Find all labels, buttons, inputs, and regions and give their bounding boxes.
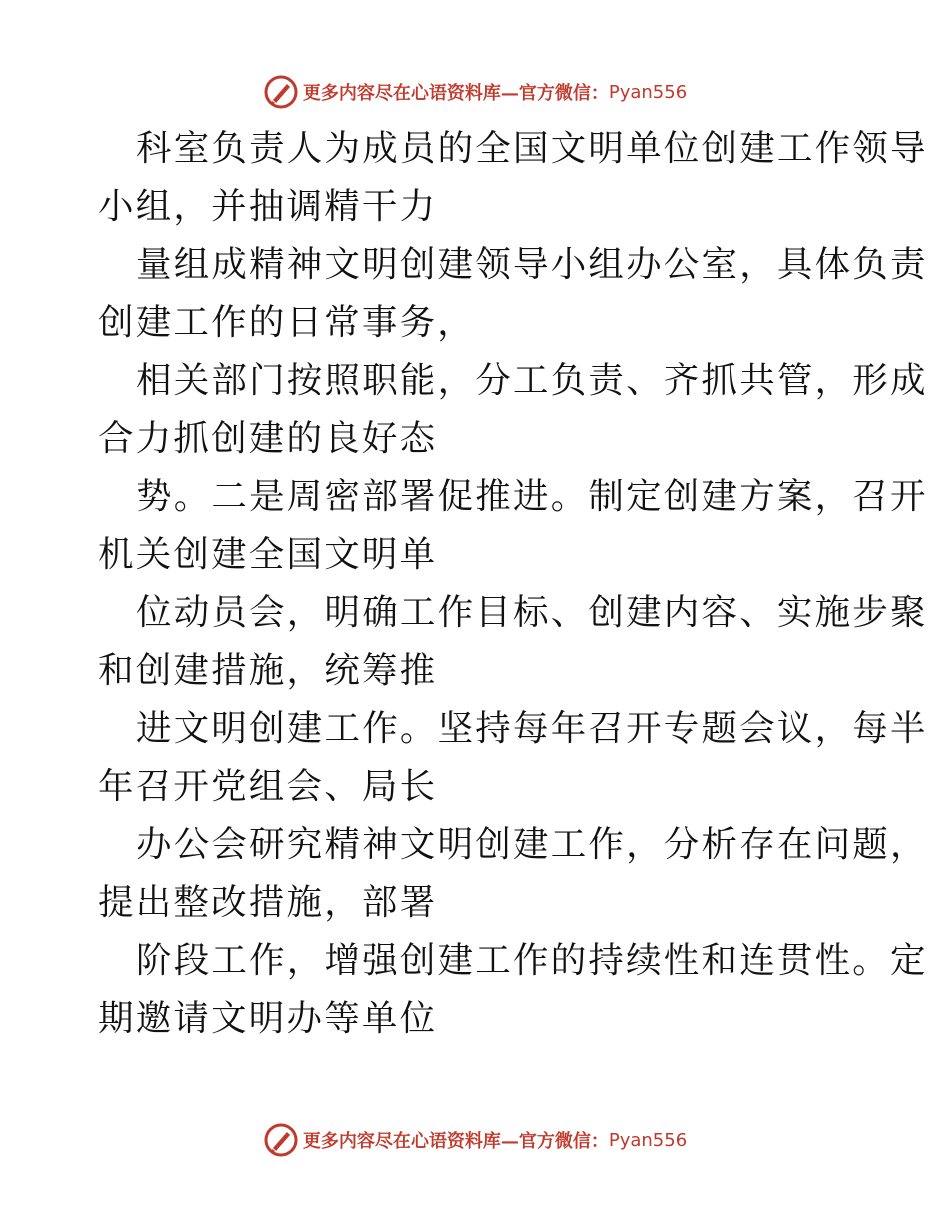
paragraph-line: 机关创建全国文明单: [98, 534, 438, 575]
quill-logo-icon: [263, 74, 299, 110]
paragraph-line: 科室负责人为成员的全国文明单位创建工作领导: [136, 128, 928, 169]
paragraph-line: 提出整改措施，部署: [98, 882, 438, 923]
document-body: [98, 120, 928, 1048]
footer-watermark: [0, 1120, 950, 1160]
paragraph-line: 量组成精神文明创建领导小组办公室，具体负责: [136, 244, 928, 285]
paragraph-line: 期邀请文明办等单位: [98, 998, 438, 1039]
paragraph-line: 位动员会，明确工作目标、创建内容、实施步聚: [136, 592, 928, 633]
paragraph-line: 和创建措施，统筹推: [98, 650, 438, 691]
header-watermark: [0, 72, 950, 112]
watermark-text: 更多内容尽在心语资料库—官方微信：: [302, 1131, 609, 1152]
watermark-text: 更多内容尽在心语资料库—官方微信：: [302, 83, 609, 104]
paragraph-line: 势。二是周密部署促推进。制定创建方案，召开: [136, 476, 928, 517]
watermark-contact: Pyan556: [608, 1129, 688, 1151]
paragraph-line: 办公会研究精神文明创建工作，分析存在问题，: [136, 824, 928, 865]
quill-logo-icon: [263, 1122, 299, 1158]
paragraph-line: 小组，并抽调精干力: [98, 186, 438, 227]
paragraph-line: 创建工作的日常事务，: [98, 302, 476, 343]
paragraph-line: 合力抓创建的良好态: [98, 418, 438, 459]
paragraph-line: 相关部门按照职能，分工负责、齐抓共管，形成: [136, 360, 928, 401]
paragraph-line: 阶段工作，增强创建工作的持续性和连贯性。定: [136, 940, 928, 981]
watermark-contact: Pyan556: [608, 81, 688, 103]
paragraph-line: 年召开党组会、局长: [98, 766, 438, 807]
paragraph-line: 进文明创建工作。坚持每年召开专题会议，每半: [136, 708, 928, 749]
